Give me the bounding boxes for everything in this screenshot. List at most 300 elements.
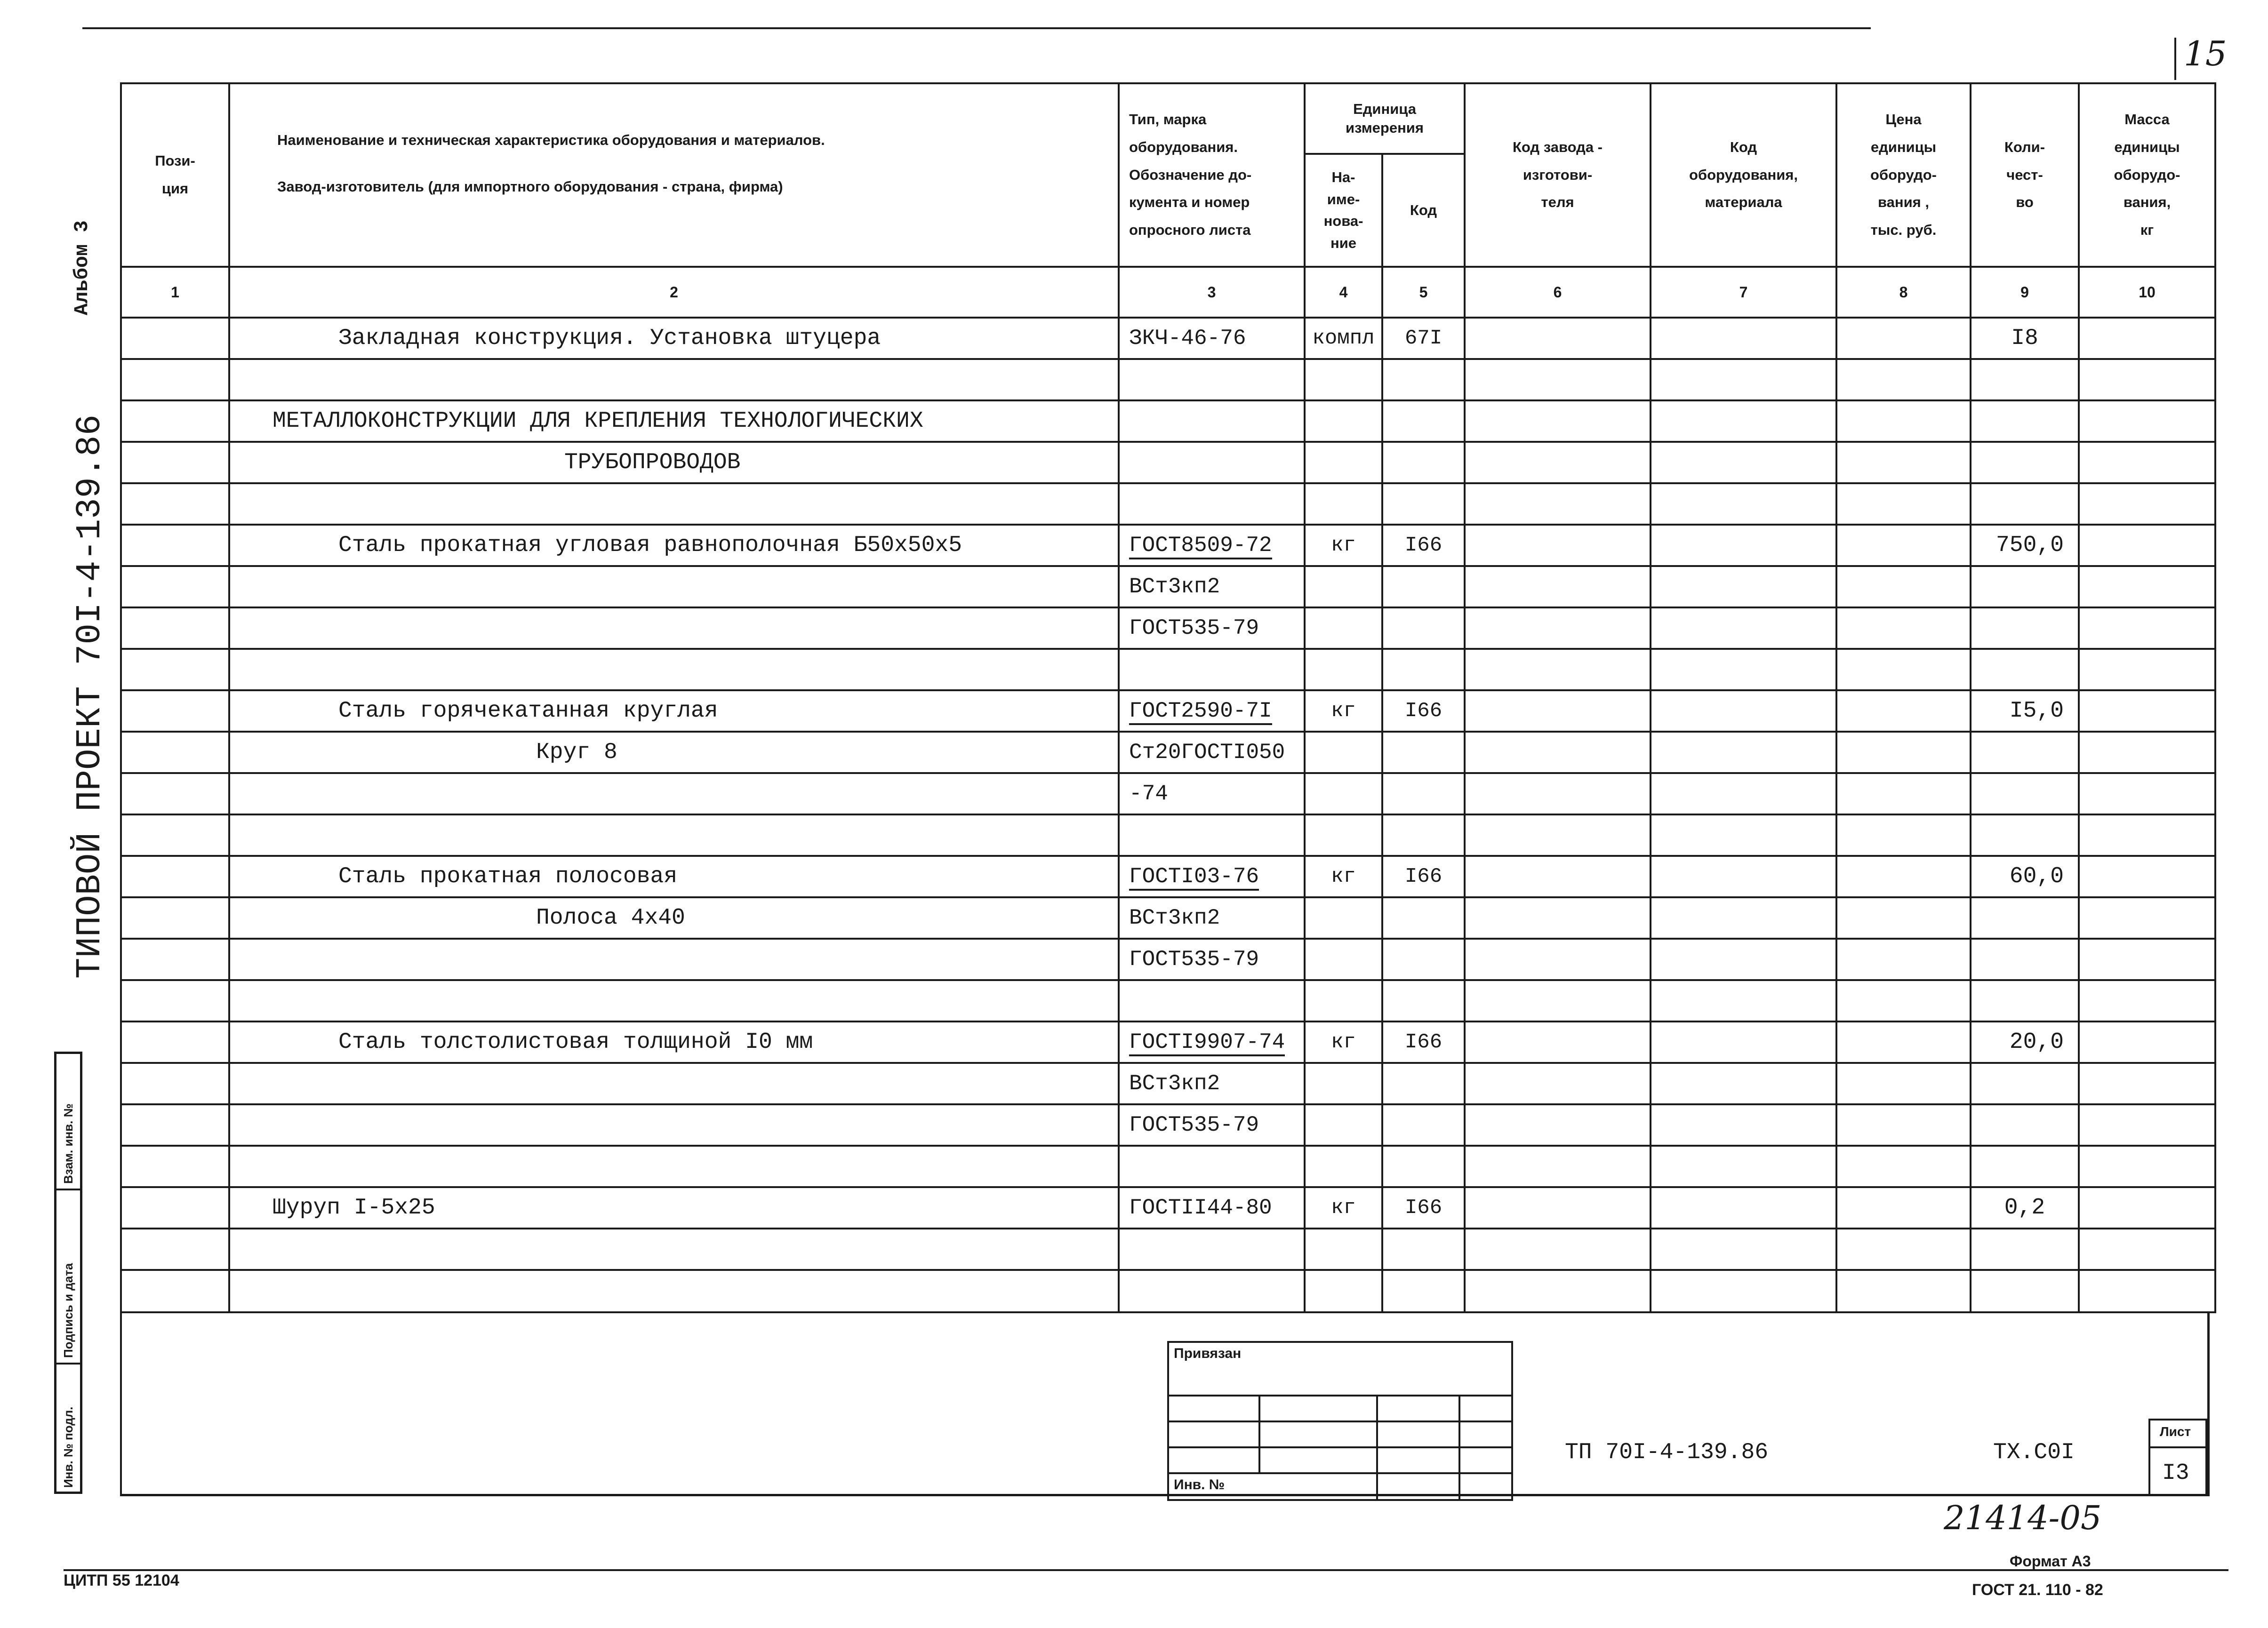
footer-left-code: ЦИТП 55 12104 <box>64 1572 179 1589</box>
price-cell <box>1836 483 1971 525</box>
sidebar-cell-replace-inv: Взам. инв. № <box>56 1054 81 1190</box>
position-cell <box>121 525 229 566</box>
quantity-cell <box>1971 814 2079 856</box>
gost-label: ГОСТ 21. 110 - 82 <box>1972 1581 2103 1599</box>
item-name-cell <box>229 980 1119 1021</box>
factory-code-cell <box>1465 1063 1651 1104</box>
document-cell: ВСт3кп2 <box>1119 1063 1305 1104</box>
document-cell <box>1119 359 1305 400</box>
factory-code-cell <box>1465 1021 1651 1063</box>
item-name-cell <box>229 1229 1119 1270</box>
mass-cell <box>2079 773 2215 814</box>
equipment-code-cell <box>1651 483 1836 525</box>
table-row <box>121 318 2215 359</box>
price-cell <box>1836 525 1971 566</box>
mass-cell <box>2079 1146 2215 1187</box>
price-cell <box>1836 856 1971 897</box>
unit-code-cell <box>1382 442 1465 483</box>
item-name-cell: Полоса 4х40 <box>229 897 1119 939</box>
item-name-cell <box>229 1104 1119 1146</box>
mass-cell <box>2079 1104 2215 1146</box>
equipment-code-cell <box>1651 690 1836 732</box>
format-label: Формат А3 <box>2010 1553 2091 1570</box>
position-cell <box>121 359 229 400</box>
quantity-cell <box>1971 566 2079 607</box>
price-cell <box>1836 732 1971 773</box>
quantity-cell: I5,0 <box>1971 690 2079 732</box>
stamp-divider <box>1258 1395 1260 1472</box>
unit-code-cell <box>1382 1229 1465 1270</box>
price-cell <box>1836 1270 1971 1312</box>
factory-code-cell <box>1465 814 1651 856</box>
price-cell <box>1836 773 1971 814</box>
inv-number-label: Инв. № <box>1174 1477 1225 1492</box>
quantity-cell: 60,0 <box>1971 856 2079 897</box>
position-cell <box>121 1229 229 1270</box>
item-name-cell <box>229 649 1119 690</box>
unit-code-cell <box>1382 1104 1465 1146</box>
unit-code-cell <box>1382 649 1465 690</box>
item-name-cell: МЕТАЛЛОКОНСТРУКЦИИ ДЛЯ КРЕПЛЕНИЯ ТЕХНОЛОГИЧЕСКИХ <box>229 400 1119 442</box>
document-cell: ГОСТ535-79 <box>1119 939 1305 980</box>
mass-cell <box>2079 483 2215 525</box>
quantity-cell <box>1971 359 2079 400</box>
equipment-code-cell <box>1651 607 1836 649</box>
column-number: 8 <box>1836 267 1971 318</box>
position-cell <box>121 814 229 856</box>
factory-code-cell <box>1465 525 1651 566</box>
mass-cell <box>2079 814 2215 856</box>
document-cell <box>1119 1021 1305 1063</box>
item-name-cell: ТРУБОПРОВОДОВ <box>229 442 1119 483</box>
table-row <box>121 359 2215 400</box>
unit-name-cell: кг <box>1305 856 1382 897</box>
table-row <box>121 400 2215 442</box>
document-cell <box>1119 483 1305 525</box>
factory-code-cell <box>1465 607 1651 649</box>
factory-code-cell <box>1465 483 1651 525</box>
unit-code-cell: 67I <box>1382 318 1465 359</box>
document-cell <box>1119 690 1305 732</box>
quantity-cell <box>1971 1229 2079 1270</box>
factory-code-cell <box>1465 649 1651 690</box>
unit-name-cell <box>1305 1270 1382 1312</box>
mass-cell <box>2079 732 2215 773</box>
unit-code-cell <box>1382 897 1465 939</box>
document-cell <box>1119 400 1305 442</box>
position-cell <box>121 1063 229 1104</box>
header-mass: Масса единицы оборудо- вания, кг <box>2079 83 2215 267</box>
quantity-cell <box>1971 732 2079 773</box>
equipment-code-cell <box>1651 1104 1836 1146</box>
equipment-code-cell <box>1651 1021 1836 1063</box>
stamp-divider <box>1376 1395 1378 1500</box>
mass-cell <box>2079 1021 2215 1063</box>
factory-code-cell <box>1465 690 1651 732</box>
unit-name-cell: компл <box>1305 318 1382 359</box>
quantity-cell <box>1971 400 2079 442</box>
quantity-cell <box>1971 1270 2079 1312</box>
header-type: Тип, марка оборудования. Обозначение до- кумента и номер опросного листа <box>1119 83 1305 267</box>
sidebar-stamp <box>54 1052 82 1494</box>
price-cell <box>1836 1229 1971 1270</box>
unit-code-cell: I66 <box>1382 856 1465 897</box>
mass-cell <box>2079 607 2215 649</box>
item-name-cell <box>229 773 1119 814</box>
mass-cell <box>2079 1270 2215 1312</box>
quantity-cell <box>1971 773 2079 814</box>
linked-stamp-box <box>1167 1341 1513 1501</box>
mass-cell <box>2079 1063 2215 1104</box>
price-cell <box>1836 690 1971 732</box>
item-name-cell <box>229 607 1119 649</box>
sheet-code: ТХ.С0I <box>1993 1440 2075 1465</box>
position-cell <box>121 1146 229 1187</box>
table-row <box>121 939 2215 980</box>
document-cell: ГОСТII44-80 <box>1119 1187 1305 1229</box>
table-row <box>121 607 2215 649</box>
mass-cell <box>2079 690 2215 732</box>
quantity-cell <box>1971 1104 2079 1146</box>
document-code-text: ГОСТ2590-7I <box>1129 699 1272 725</box>
header-equipment-code: Код оборудования, материала <box>1651 83 1836 267</box>
unit-name-cell <box>1305 566 1382 607</box>
factory-code-cell <box>1465 773 1651 814</box>
table-row <box>121 1104 2215 1146</box>
footer-rule <box>64 1569 2228 1571</box>
header-unit-name: На- име- нова- ние <box>1305 154 1382 267</box>
table-row <box>121 690 2215 732</box>
quantity-cell: 0,2 <box>1971 1187 2079 1229</box>
quantity-cell <box>1971 939 2079 980</box>
unit-code-cell: I66 <box>1382 690 1465 732</box>
column-number-row <box>121 267 2215 318</box>
price-cell <box>1836 1146 1971 1187</box>
project-code: ТП 70I-4-139.86 <box>1565 1440 1769 1465</box>
price-cell <box>1836 318 1971 359</box>
unit-name-cell <box>1305 732 1382 773</box>
mass-cell <box>2079 359 2215 400</box>
item-name-cell: Сталь горячекатанная круглая <box>229 690 1119 732</box>
unit-code-cell <box>1382 980 1465 1021</box>
position-cell <box>121 649 229 690</box>
position-cell <box>121 1270 229 1312</box>
unit-code-cell: I66 <box>1382 1021 1465 1063</box>
table-row <box>121 814 2215 856</box>
document-cell: ГОСТ535-79 <box>1119 607 1305 649</box>
header-unit-group: Единица измерения <box>1305 83 1465 154</box>
factory-code-cell <box>1465 732 1651 773</box>
document-cell <box>1119 442 1305 483</box>
column-number: 7 <box>1651 267 1836 318</box>
unit-name-cell: кг <box>1305 1187 1382 1229</box>
unit-name-cell <box>1305 1229 1382 1270</box>
mass-cell <box>2079 980 2215 1021</box>
mass-cell <box>2079 649 2215 690</box>
document-cell <box>1119 980 1305 1021</box>
table-row <box>121 897 2215 939</box>
unit-code-cell <box>1382 359 1465 400</box>
table-body <box>121 318 2215 1312</box>
document-cell <box>1119 1270 1305 1312</box>
item-name-cell <box>229 359 1119 400</box>
unit-name-cell <box>1305 359 1382 400</box>
item-name-cell <box>229 814 1119 856</box>
header-position: Пози- ция <box>121 83 229 267</box>
column-number: 1 <box>121 267 229 318</box>
column-number: 3 <box>1119 267 1305 318</box>
price-cell <box>1836 939 1971 980</box>
quantity-cell <box>1971 483 2079 525</box>
position-cell <box>121 732 229 773</box>
table-row <box>121 566 2215 607</box>
price-cell <box>1836 442 1971 483</box>
unit-name-cell <box>1305 607 1382 649</box>
position-cell <box>121 400 229 442</box>
quantity-cell <box>1971 1063 2079 1104</box>
header-price: Цена единицы оборудо- вания , тыс. руб. <box>1836 83 1971 267</box>
document-cell <box>1119 525 1305 566</box>
document-cell: ЗКЧ-46-76 <box>1119 318 1305 359</box>
mass-cell <box>2079 939 2215 980</box>
table-row <box>121 856 2215 897</box>
mass-cell <box>2079 442 2215 483</box>
document-cell <box>1119 1146 1305 1187</box>
equipment-code-cell <box>1651 1146 1836 1187</box>
specification-table <box>120 82 2216 1313</box>
table-row <box>121 732 2215 773</box>
document-cell <box>1119 814 1305 856</box>
mass-cell <box>2079 566 2215 607</box>
table-row <box>121 525 2215 566</box>
position-cell <box>121 939 229 980</box>
table-row <box>121 1146 2215 1187</box>
item-name-cell <box>229 1270 1119 1312</box>
mass-cell <box>2079 856 2215 897</box>
item-name-cell: Шуруп I-5х25 <box>229 1187 1119 1229</box>
column-number: 4 <box>1305 267 1382 318</box>
document-cell <box>1119 649 1305 690</box>
item-name-cell: Сталь прокатная полосовая <box>229 856 1119 897</box>
equipment-code-cell <box>1651 442 1836 483</box>
document-cell: Ст20ГОСТI050 <box>1119 732 1305 773</box>
price-cell <box>1836 1021 1971 1063</box>
equipment-code-cell <box>1651 856 1836 897</box>
mass-cell <box>2079 318 2215 359</box>
equipment-code-cell <box>1651 318 1836 359</box>
position-cell <box>121 1187 229 1229</box>
mass-cell <box>2079 400 2215 442</box>
table-row <box>121 1187 2215 1229</box>
unit-name-cell: кг <box>1305 690 1382 732</box>
equipment-code-cell <box>1651 525 1836 566</box>
unit-name-cell <box>1305 400 1382 442</box>
quantity-cell <box>1971 649 2079 690</box>
unit-name-cell <box>1305 939 1382 980</box>
column-number: 2 <box>229 267 1119 318</box>
factory-code-cell <box>1465 359 1651 400</box>
document-code-text: ГОСТI03-76 <box>1129 864 1259 891</box>
price-cell <box>1836 607 1971 649</box>
document-cell <box>1119 1229 1305 1270</box>
header-row <box>121 83 2215 154</box>
factory-code-cell <box>1465 566 1651 607</box>
unit-name-cell <box>1305 1063 1382 1104</box>
position-cell <box>121 318 229 359</box>
factory-code-cell <box>1465 980 1651 1021</box>
quantity-cell <box>1971 442 2079 483</box>
unit-name-cell <box>1305 1104 1382 1146</box>
header-unit-code: Код <box>1382 154 1465 267</box>
factory-code-cell <box>1465 939 1651 980</box>
quantity-cell: 20,0 <box>1971 1021 2079 1063</box>
price-cell <box>1836 980 1971 1021</box>
sheet-number: I3 <box>2162 1460 2189 1486</box>
position-cell <box>121 1104 229 1146</box>
unit-code-cell <box>1382 1146 1465 1187</box>
equipment-code-cell <box>1651 773 1836 814</box>
position-cell <box>121 607 229 649</box>
item-name-cell: Сталь толстолистовая толщиной I0 мм <box>229 1021 1119 1063</box>
unit-code-cell: I66 <box>1382 1187 1465 1229</box>
unit-name-cell <box>1305 773 1382 814</box>
position-cell <box>121 690 229 732</box>
top-rule <box>82 27 1871 29</box>
price-cell <box>1836 400 1971 442</box>
position-cell <box>121 897 229 939</box>
unit-code-cell <box>1382 566 1465 607</box>
sheet-box-rule <box>2150 1446 2205 1448</box>
unit-name-cell <box>1305 1146 1382 1187</box>
document-cell: ВСт3кп2 <box>1119 897 1305 939</box>
linked-label: Привязан <box>1174 1346 1242 1361</box>
unit-name-cell <box>1305 442 1382 483</box>
table-row <box>121 442 2215 483</box>
mass-cell <box>2079 1229 2215 1270</box>
factory-code-cell <box>1465 400 1651 442</box>
unit-name-cell <box>1305 483 1382 525</box>
factory-code-cell <box>1465 442 1651 483</box>
equipment-code-cell <box>1651 1229 1836 1270</box>
column-number: 10 <box>2079 267 2215 318</box>
unit-code-cell <box>1382 607 1465 649</box>
mass-cell <box>2079 897 2215 939</box>
price-cell <box>1836 814 1971 856</box>
equipment-code-cell <box>1651 939 1836 980</box>
factory-code-cell <box>1465 1229 1651 1270</box>
unit-code-cell <box>1382 400 1465 442</box>
quantity-cell <box>1971 897 2079 939</box>
unit-code-cell <box>1382 773 1465 814</box>
unit-name-cell <box>1305 814 1382 856</box>
document-cell: ВСт3кп2 <box>1119 566 1305 607</box>
table-row <box>121 1063 2215 1104</box>
factory-code-cell <box>1465 1270 1651 1312</box>
unit-code-cell <box>1382 939 1465 980</box>
unit-code-cell <box>1382 483 1465 525</box>
table-row <box>121 1270 2215 1312</box>
position-cell <box>121 566 229 607</box>
side-album-label: Альбом 3 <box>71 220 93 315</box>
item-name-cell <box>229 566 1119 607</box>
document-code-text: ГОСТI9907-74 <box>1129 1030 1285 1056</box>
factory-code-cell <box>1465 318 1651 359</box>
document-cell: ГОСТ535-79 <box>1119 1104 1305 1146</box>
side-project-title: ТИПОВОЙ ПРОЕКТ 70I-4-139.86 <box>71 415 110 979</box>
header-name: Наименование и техническая характеристика оборудования и материалов. Завод-изготовитель (для импортного оборудования - страна, фирма) <box>229 83 1119 267</box>
unit-code-cell <box>1382 1063 1465 1104</box>
sidebar-cell-signature-date: Подпись и дата <box>56 1190 81 1365</box>
column-number: 6 <box>1465 267 1651 318</box>
column-number: 5 <box>1382 267 1465 318</box>
position-cell <box>121 980 229 1021</box>
header-quantity: Коли- чест- во <box>1971 83 2079 267</box>
sheet-label: Лист <box>2160 1424 2191 1439</box>
unit-code-cell <box>1382 1270 1465 1312</box>
equipment-code-cell <box>1651 649 1836 690</box>
factory-code-cell <box>1465 1146 1651 1187</box>
frame-left-line <box>120 1313 122 1496</box>
price-cell <box>1836 1187 1971 1229</box>
column-number: 9 <box>1971 267 2079 318</box>
equipment-code-cell <box>1651 400 1836 442</box>
table-row <box>121 1021 2215 1063</box>
equipment-code-cell <box>1651 1063 1836 1104</box>
document-code-text: ГОСТ8509-72 <box>1129 533 1272 559</box>
equipment-code-cell <box>1651 732 1836 773</box>
price-cell <box>1836 649 1971 690</box>
factory-code-cell <box>1465 1104 1651 1146</box>
quantity-cell <box>1971 1146 2079 1187</box>
price-cell <box>1836 1063 1971 1104</box>
mass-cell <box>2079 1187 2215 1229</box>
sidebar-cell-inv-original: Инв. № подл. <box>61 1406 75 1488</box>
factory-code-cell <box>1465 1187 1651 1229</box>
equipment-code-cell <box>1651 1270 1836 1312</box>
unit-code-cell: I66 <box>1382 525 1465 566</box>
unit-name-cell: кг <box>1305 525 1382 566</box>
price-cell <box>1836 359 1971 400</box>
sheet-number-box <box>2148 1419 2207 1496</box>
sheet-corner-mark: 15 <box>2184 34 2227 73</box>
position-cell <box>121 1021 229 1063</box>
handwritten-number: 21414-05 <box>1944 1499 2102 1537</box>
unit-code-cell <box>1382 732 1465 773</box>
equipment-code-cell <box>1651 814 1836 856</box>
position-cell <box>121 442 229 483</box>
position-cell <box>121 856 229 897</box>
table-row <box>121 649 2215 690</box>
price-cell <box>1836 566 1971 607</box>
item-name-cell <box>229 1146 1119 1187</box>
quantity-cell: 750,0 <box>1971 525 2079 566</box>
equipment-code-cell <box>1651 897 1836 939</box>
quantity-cell <box>1971 980 2079 1021</box>
unit-name-cell <box>1305 897 1382 939</box>
equipment-code-cell <box>1651 1187 1836 1229</box>
position-cell <box>121 773 229 814</box>
item-name-cell <box>229 939 1119 980</box>
equipment-code-cell <box>1651 566 1836 607</box>
unit-name-cell <box>1305 649 1382 690</box>
price-cell <box>1836 1104 1971 1146</box>
document-cell: -74 <box>1119 773 1305 814</box>
stamp-divider <box>1459 1395 1460 1500</box>
price-cell <box>1836 897 1971 939</box>
item-name-cell: Круг 8 <box>229 732 1119 773</box>
table-row <box>121 773 2215 814</box>
document-cell <box>1119 856 1305 897</box>
